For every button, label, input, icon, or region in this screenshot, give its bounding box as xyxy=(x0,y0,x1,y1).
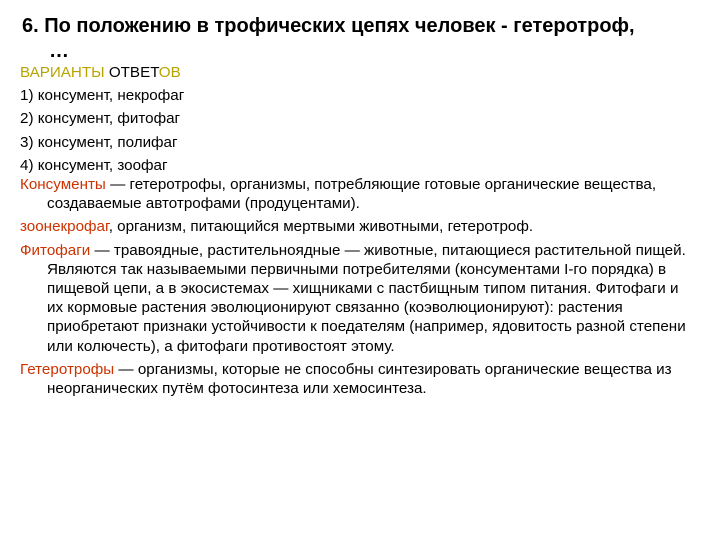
answers-header-part-c: ОВ xyxy=(158,64,181,81)
slide-title xyxy=(22,14,712,64)
answer-option-3: 3) консумент, полифаг xyxy=(20,133,178,151)
definition-phytophages xyxy=(20,241,696,356)
slide-body xyxy=(20,63,696,398)
slide-title-line1: 6. По положению в трофических цепях человек - гетеротроф, xyxy=(22,15,635,37)
answer-option-4: 4) консумент, зоофаг xyxy=(20,156,168,174)
definition-text: — организмы, которые не способны синтезировать органические вещества из неорганических путём фотосинтеза или хемосинтеза. xyxy=(47,360,672,398)
answers-header xyxy=(20,63,696,82)
definition-term: Консументы xyxy=(20,176,106,194)
answer-option-2: 2) консумент, фитофаг xyxy=(20,110,181,128)
answer-option-1: 1) консумент, некрофаг xyxy=(20,87,185,105)
definition-text: — травоядные, растительноядные — животные, питающиеся растительной пищей. Являются так называемыми первичными потребителями (консументами I-го порядка) в пищевой цепи, а в экосистемах — хищниками с пастбищным типом питания. Фитофаги и их кормовые растения эволюционируют связанно (коэволюционируют): растения приобретают признаки устойчивости к поедателям (например, ядовитость разной степени или колючесть), а фитофаги противостоят этому. xyxy=(47,241,686,355)
definition-consumers xyxy=(20,175,696,213)
definition-heterotrophs xyxy=(20,360,696,398)
definition-text: — гетеротрофы, организмы, потребляющие готовые органические вещества, создаваемые автотрофами (продуцентами). xyxy=(47,176,657,213)
definition-term: Гетеротрофы xyxy=(20,360,115,378)
answers-header-part-b: ОТВЕТ xyxy=(108,64,159,81)
answers-header-part-a: ВАРИАНТЫ xyxy=(20,64,109,81)
slide-title-line2: … xyxy=(49,40,69,62)
definition-term: зоонекрофаг xyxy=(20,218,109,236)
definition-zoonecrophage xyxy=(20,217,696,236)
definition-term: Фитофаги xyxy=(20,241,91,259)
definition-text: , организм, питающийся мертвыми животными, гетеротроф. xyxy=(108,218,534,236)
